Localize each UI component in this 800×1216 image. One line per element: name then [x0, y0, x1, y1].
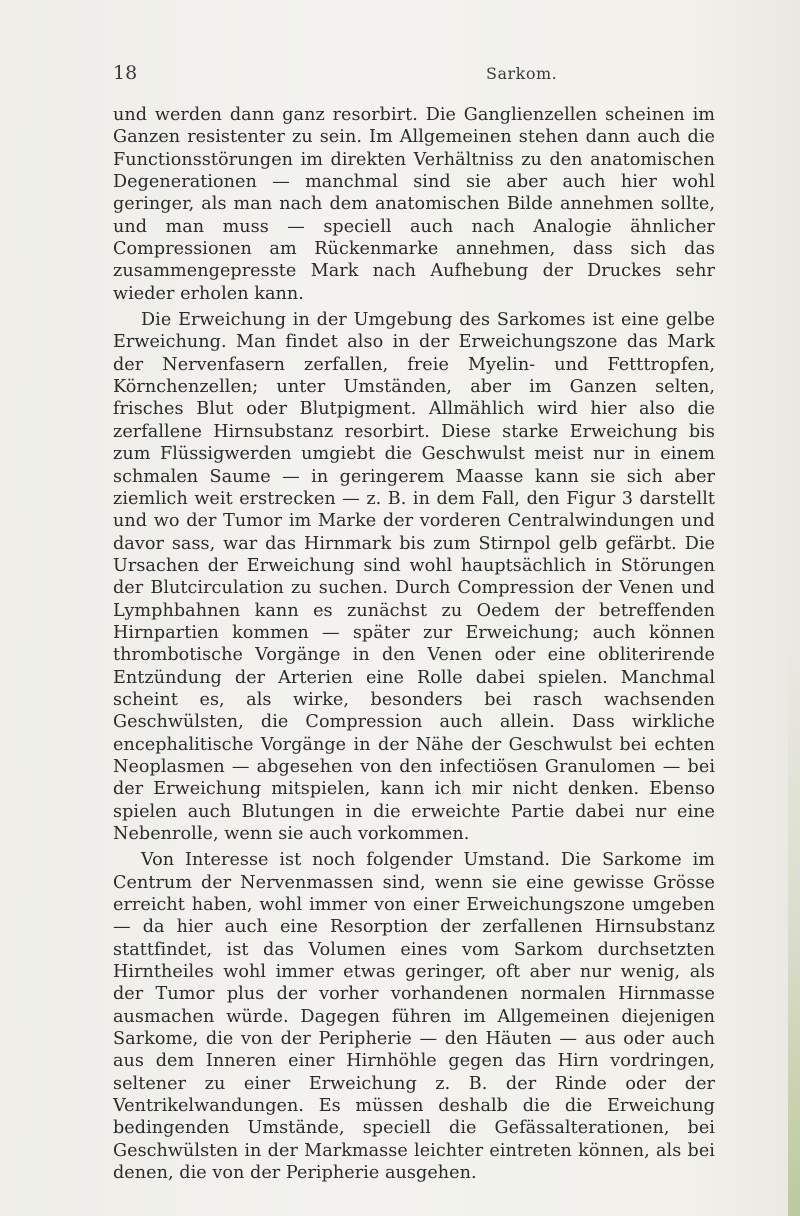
paragraph-2: Die Erweichung in der Umgebung des Sarkomes ist eine gelbe Erweichung. Man findet also in der Erweichungszone das Mark der Nervenfasern zerfallen, freie Myelin- und Fetttropfen, Körnchenzellen; unter Umständen, aber im Ganzen selten, frisches Blut oder Blutpigment. Allmählich wird hier also die zerfallene Hirnsubstanz resorbirt. Diese starke Erweichung bis zum Flüssigwerden umgiebt die Geschwulst meist nur in einem schmalen Saume — in geringerem Maasse kann sie sich aber ziemlich weit erstrecken — z. B. in dem Fall, den Figur 3 darstellt und wo der Tumor im Marke der vorderen Centralwindungen und davor sass, war das Hirnmark bis zum Stirnpol gelb gefärbt. Die Ursachen der Erweichung sind wohl hauptsächlich in Störungen der Blutcirculation zu suchen. Durch Compression der Venen und Lymphbahnen kann es zunächst zu Oedem der betreffenden Hirnpartien kommen — später zur Erweichung; auch können thrombotische Vorgänge in den Venen oder eine obliterirende Entzündung der Arterien eine Rolle dabei spielen. Manchmal scheint es, als wirke, besonders bei rasch wachsenden Geschwülsten, die Compression auch allein. Dass wirkliche encephalitische Vorgänge in der Nähe der Geschwulst bei echten Neoplasmen — abgesehen von den infectiösen Granulomen — bei der Erweichung mitspielen, kann ich mir nicht denken. Ebenso spielen auch Blutungen in die erweichte Partie dabei nur eine Nebenrolle, wenn sie auch vorkommen. [113, 310, 715, 844]
body-text [113, 104, 715, 1185]
paragraph-3: Von Interesse ist noch folgender Umstand. Die Sarkome im Centrum der Nervenmassen sind, wenn sie eine gewisse Grösse erreicht haben, wohl immer von einer Erweichungszone umgeben — da hier auch eine Resorption der zerfallenen Hirnsubstanz stattfindet, ist das Volumen eines vom Sarkom durchsetzten Hirntheiles wohl immer etwas geringer, oft aber nur wenig, als der Tumor plus der vorher vorhandenen normalen Hirnmasse ausmachen würde. Dagegen führen im Allgemeinen diejenigen Sarkome, die von der Peripherie — den Häuten — aus oder auch aus dem Inneren einer Hirnhöhle gegen das Hirn vordringen, seltener zu einer Erweichung z. B. der Rinde oder der Ventrikelwandungen. Es müssen deshalb die die Erweichung bedingenden Umstände, speciell die Gefässalterationen, bei Geschwülsten in der Markmasse leichter eintreten können, als bei denen, die von der Peripherie ausgehen. [113, 850, 715, 1184]
page-header [113, 62, 713, 86]
page-number: 18 [113, 62, 138, 84]
running-head: Sarkom. [486, 64, 558, 83]
paragraph-1: und werden dann ganz resorbirt. Die Ganglienzellen scheinen im Ganzen resistenter zu sein. Im Allgemeinen stehen dann auch die Functionsstörungen im direkten Verhältniss zu den anatomischen Degenerationen — manchmal sind sie aber auch hier wohl geringer, als man nach dem anatomischen Bilde annehmen sollte, und man muss — speciell auch nach Analogie ähnlicher Compressionen am Rückenmarke annehmen, dass sich das zusammengepresste Mark nach Aufhebung der Druckes sehr wieder erholen kann. [113, 105, 715, 304]
page-edge-discoloration [788, 640, 800, 1216]
